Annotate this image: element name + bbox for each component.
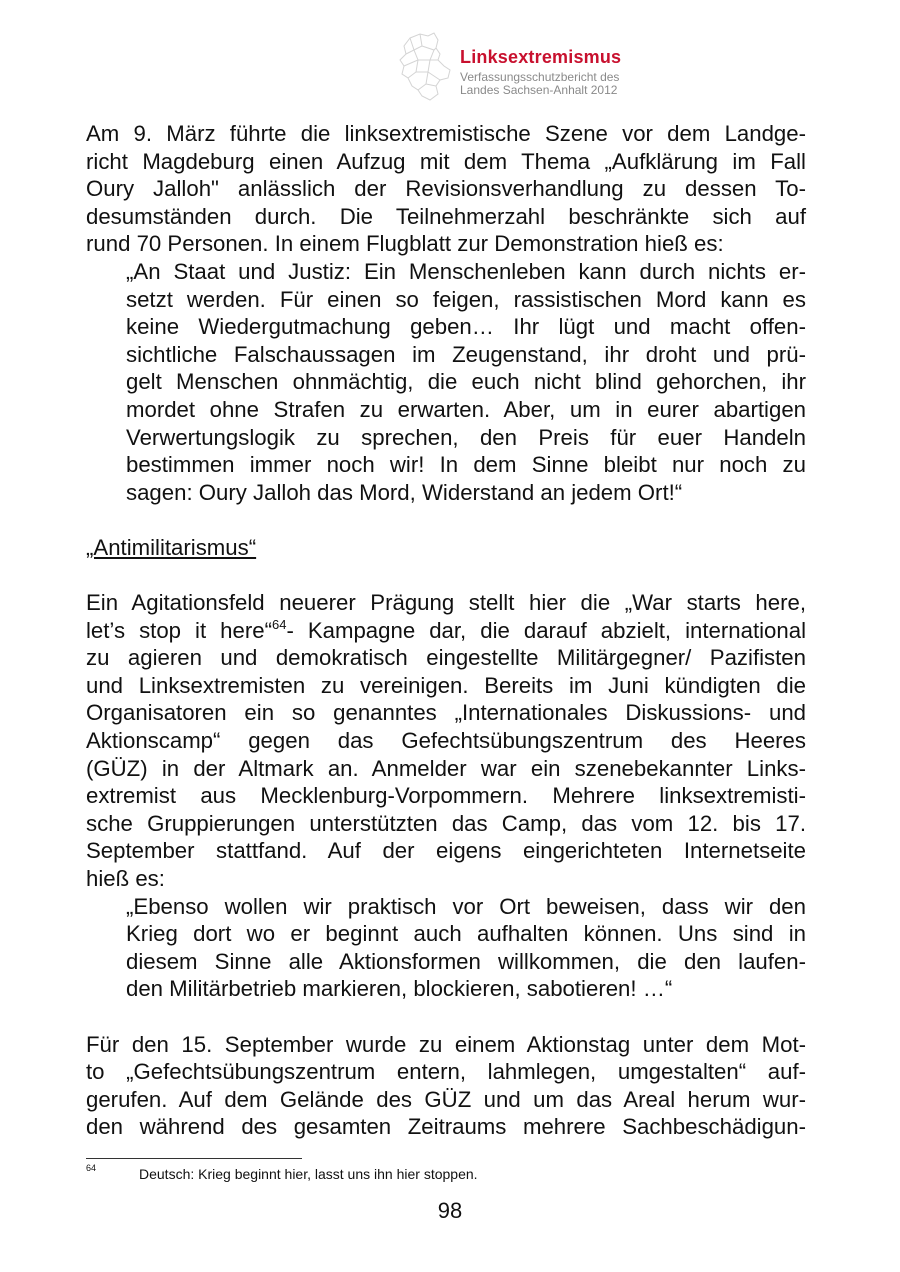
footnote-reference[interactable]: 64 <box>271 616 287 632</box>
quote-line: gelt Menschen ohnmächtig, die euch nicht blind gehorchen, ihr <box>126 369 806 395</box>
quote-line: mordet ohne Strafen zu erwarten. Aber, um in eurer abartigen <box>126 396 806 422</box>
quote-line: „An Staat und Justiz: Ein Menschenleben kann durch nichts er- <box>126 258 806 284</box>
blockquote-flyer <box>126 258 806 506</box>
quote-line: „Ebenso wollen wir praktisch vor Ort beweisen, dass wir den <box>126 893 806 919</box>
page-header <box>398 30 658 105</box>
text-fragment: let’s stop it here“ <box>86 617 272 643</box>
text-line: September stattfand. Auf der eigens eingerichteten Internetseite <box>86 838 806 864</box>
text-fragment: - Kampagne dar, die darauf abzielt, international <box>286 617 806 643</box>
text-line: Für den 15. September wurde zu einem Aktionstag unter dem Mot- <box>86 1031 806 1057</box>
header-subtitle-line1: Verfassungsschutzbericht des <box>460 70 620 84</box>
text-line: den während des gesamten Zeitraums mehrere Sachbeschädigun- <box>86 1114 806 1140</box>
text-line: (GÜZ) in der Altmark an. Anmelder war ein szenebekannter Links- <box>86 755 806 781</box>
text-line: desumständen durch. Die Teilnehmerzahl beschränkte sich auf <box>86 203 806 229</box>
quote-line: setzt werden. Für einen so feigen, rassistischen Mord kann es <box>126 286 806 312</box>
text-line <box>86 617 806 645</box>
section-heading: „Antimilitarismus“ <box>86 534 257 560</box>
header-title: Linksextremismus <box>460 47 622 67</box>
text-line: Am 9. März führte die linksextremistische Szene vor dem Landge- <box>86 121 806 146</box>
text-line: Organisatoren ein so genanntes „Internationales Diskussions- und <box>86 700 806 726</box>
text-line: richt Magdeburg einen Aufzug mit dem Thema „Aufklärung im Fall <box>86 148 806 174</box>
text-line: gerufen. Auf dem Gelände des GÜZ und um das Areal herum wur- <box>86 1086 806 1112</box>
text-line: hieß es: <box>86 866 165 892</box>
paragraph-demonstration <box>86 120 806 258</box>
footnote-text: Deutsch: Krieg beginnt hier, lasst uns ihn hier stoppen. <box>139 1166 478 1182</box>
quote-line: bestimmen immer noch wir! In dem Sinne bleibt nur noch zu <box>126 452 806 478</box>
page-body <box>86 120 806 1141</box>
paragraph-campaign <box>86 589 806 893</box>
sachsen-anhalt-map-icon <box>398 30 454 102</box>
text-line: Ein Agitationsfeld neuerer Prägung stellt hier die „War starts here, <box>86 590 806 616</box>
text-line: extremist aus Mecklenburg-Vorpommern. Mehrere linksextremisti- <box>86 783 806 809</box>
quote-line: sagen: Oury Jalloh das Mord, Widerstand an jedem Ort!“ <box>126 479 683 505</box>
quote-line: sichtliche Falschaussagen im Zeugenstand, ihr droht und prü- <box>126 341 806 367</box>
text-line: to „Gefechtsübungszentrum entern, lahmlegen, umgestalten“ auf- <box>86 1059 806 1085</box>
quote-line: keine Wiedergutmachung geben… Ihr lügt und macht offen- <box>126 314 806 340</box>
text-line: Oury Jalloh" anlässlich der Revisionsverhandlung zu dessen To- <box>86 176 806 202</box>
footnote-divider <box>86 1158 302 1159</box>
footnote-number: 64 <box>86 1163 97 1173</box>
paragraph-action-day <box>86 1031 806 1141</box>
text-line: Aktionscamp“ gegen das Gefechtsübungszentrum des Heeres <box>86 728 806 754</box>
text-line: und Linksextremisten zu vereinigen. Bereits im Juni kündigten die <box>86 672 806 698</box>
text-line: zu agieren und demokratisch eingestellte Militärgegner/ Pazifisten <box>86 645 806 671</box>
header-subtitle-line2: Landes Sachsen-Anhalt 2012 <box>460 83 618 97</box>
quote-line: den Militärbetrieb markieren, blockieren, sabotieren! …“ <box>126 976 673 1002</box>
text-line: sche Gruppierungen unterstützten das Camp, das vom 12. bis 17. <box>86 810 806 836</box>
quote-line: diesem Sinne alle Aktionsformen willkommen, die den laufen- <box>126 948 806 974</box>
page-number: 98 <box>437 1198 463 1223</box>
blockquote-website <box>126 893 806 1003</box>
quote-line: Krieg dort wo er beginnt auch aufhalten können. Uns sind in <box>126 921 806 947</box>
quote-line: Verwertungslogik zu sprechen, den Preis für euer Handeln <box>126 424 806 450</box>
text-line: rund 70 Personen. In einem Flugblatt zur Demonstration hieß es: <box>86 231 724 257</box>
